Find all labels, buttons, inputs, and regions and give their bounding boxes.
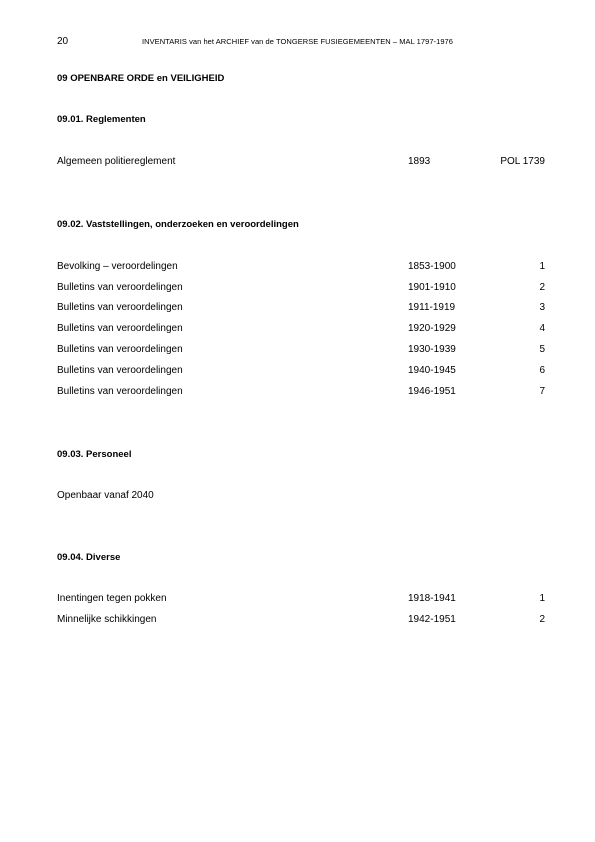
row-number: 1	[539, 593, 545, 604]
running-header-title: INVENTARIS van het ARCHIEF van de TONGERSE FUSIEGEMEENTEN – MAL 1797-1976	[142, 37, 453, 46]
row-description: Bulletins van veroordelingen	[57, 282, 183, 293]
row-date: 1920-1929	[408, 323, 456, 334]
inventory-row	[57, 386, 545, 400]
row-number: 5	[539, 344, 545, 355]
inventory-row	[57, 302, 545, 316]
row-description: Bulletins van veroordelingen	[57, 323, 183, 334]
row-number: 2	[539, 282, 545, 293]
row-description: Bulletins van veroordelingen	[57, 386, 183, 397]
row-description: Minnelijke schikkingen	[57, 614, 157, 625]
row-date: 1911-1919	[408, 302, 456, 313]
section-title-vaststellingen: 09.02. Vaststellingen, onderzoeken en veroordelingen	[57, 219, 299, 230]
inventory-row	[57, 282, 545, 296]
row-date: 1930-1939	[408, 344, 456, 355]
row-number: 7	[539, 386, 545, 397]
row-description: Bulletins van veroordelingen	[57, 302, 183, 313]
inventory-row	[57, 323, 545, 337]
inventory-row	[57, 614, 545, 628]
section-title-diverse: 09.04. Diverse	[57, 552, 121, 563]
row-date: 1853-1900	[408, 261, 456, 272]
row-description: Inentingen tegen pokken	[57, 593, 167, 604]
row-number: 3	[539, 302, 545, 313]
row-number: 4	[539, 323, 545, 334]
inventory-row	[57, 261, 545, 275]
inventory-row	[57, 365, 545, 379]
row-date: 1918-1941	[408, 593, 456, 604]
section-title-reglementen: 09.01. Reglementen	[57, 114, 146, 125]
row-description: Algemeen politiereglement	[57, 156, 176, 167]
row-number: 2	[539, 614, 545, 625]
chapter-title: 09 OPENBARE ORDE en VEILIGHEID	[57, 73, 225, 84]
row-date: 1940-1945	[408, 365, 456, 376]
row-number: POL 1739	[500, 156, 545, 167]
row-description: Bulletins van veroordelingen	[57, 365, 183, 376]
row-date: 1942-1951	[408, 614, 456, 625]
page-number: 20	[57, 36, 69, 47]
row-description: Bevolking – veroordelingen	[57, 261, 178, 272]
inventory-row	[57, 156, 545, 170]
row-number: 6	[539, 365, 545, 376]
row-date: 1946-1951	[408, 386, 456, 397]
row-number: 1	[539, 261, 545, 272]
section-title-personeel: 09.03. Personeel	[57, 449, 132, 460]
inventory-row	[57, 593, 545, 607]
row-date: 1893	[408, 156, 431, 167]
inventory-row	[57, 344, 545, 358]
access-note: Openbaar vanaf 2040	[57, 490, 154, 501]
row-description: Bulletins van veroordelingen	[57, 344, 183, 355]
row-date: 1901-1910	[408, 282, 456, 293]
